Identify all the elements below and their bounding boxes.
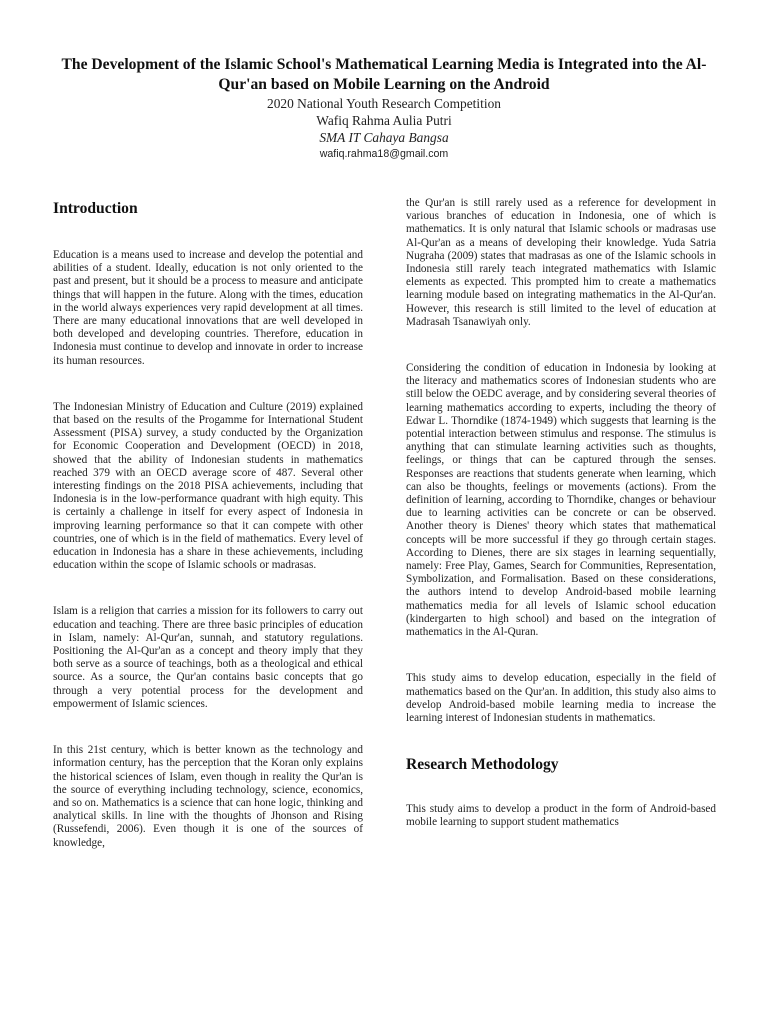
- paragraph: This study aims to develop a product in the form of Android-based mobile learning to support student mathematics: [406, 803, 716, 829]
- paragraph: Islam is a religion that carries a mission for its followers to carry out education and teaching. There are three basic principles of education in Islam, namely: Al-Qur'an, sunnah, and statutory regulations. Positioning the Al-Qur'an as a concept and theory imply that they both serve as a source of teachings, both as a theological and ethical source. As a source, the Qur'an contains basic concepts that go through a very potential process for the development and empowerment of Islamic sciences.: [53, 605, 363, 710]
- paper-title: The Development of the Islamic School's Mathematical Learning Media is Integrated into the Al-Qur'an based on Mobile Learning on the Android: [61, 56, 707, 93]
- paragraph: Considering the condition of education in Indonesia by looking at the literacy and mathematics scores of Indonesian students who are still below the OEDC average, and by considering several theories of learning mathematics according to experts, including the theory of Edwar L. Thorndike (1874-1949) which suggests that learning is the potential interaction between stimulus and response. The stimulus is anything that can stimulate learning activities such as thoughts, feelings, or things that can be captured through the senses. Responses are reactions that students generate when learning, which can also be thoughts, feelings or movements (actions). From the definition of learning, according to Thorndike, changes or behaviour due to learning activities can be concrete or can be observed. Another theory is Dienes' theory which states that mathematical concepts will be more successful if they go through certain stages. According to Dienes, there are six stages in learning sequentially, namely: Free Play, Games, Search for Communities, Representation, Symbolization, and Formalisation. Based on these considerations, the authors intend to develop Android-based mobile learning mathematics media for all levels of Islamic school education (kindergarten to high school) and based on the integration of mathematics in the Al-Quran.: [406, 362, 716, 639]
- paragraph: In this 21st century, which is better known as the technology and information century, has the perception that the Koran only explains the historical sciences of Islam, even though in reality the Qur'an is the source of everything including technology, science, economics, and so on. Mathematics is a science that can hone logic, thinking and analytical skills. In line with the thoughts of Jhonson and Rising (Russefendi, 2006). Even though it is one of the sources of knowledge,: [53, 744, 363, 849]
- paragraph: This study aims to develop education, especially in the field of mathematics based on the Qur'an. In addition, this study also aims to develop Android-based mobile learning media to increase the learning interest of Indonesian students in mathematics.: [406, 672, 716, 724]
- author-email: wafiq.rahma18@gmail.com: [319, 148, 449, 160]
- paragraph: the Qur'an is still rarely used as a reference for development in various branches of education in Indonesia, one of which is mathematics. It is only natural that Islamic schools or madrasas use Al-Qur'an as a means of developing their knowledge. Yuda Satria Nugraha (2009) states that madrasas as one of the Islamic schools in Indonesia still rarely teach integrated mathematics with Islamic elements as expected. This prompted him to create a mathematics learning module based on integrating mathematics in the Al-Qur'an. However, this research is still limited to the level of education at Madrasah Tsanawiyah only.: [406, 197, 716, 328]
- right-column: [406, 197, 716, 830]
- author-name: Wafiq Rahma Aulia Putri: [316, 113, 452, 128]
- paper-header: [40, 55, 728, 163]
- competition-name: 2020 National Youth Research Competition: [267, 96, 501, 111]
- introduction-heading: Introduction: [53, 200, 138, 217]
- left-column: [53, 197, 363, 850]
- research-methodology-heading: Research Methodology: [406, 756, 559, 774]
- author-affiliation: SMA IT Cahaya Bangsa: [319, 130, 449, 145]
- paragraph: The Indonesian Ministry of Education and Culture (2019) explained that based on the results of the Progamme for International Student Assessment (PISA) survey, a study conducted by the Organization for Economic Cooperation and Development (OECD) in 2018, showed that the ability of Indonesian students in mathematics reached 379 with an OECD average score of 487. Several other interesting findings on the 2018 PISA achievements, including that Indonesia is in the low-performance quadrant with high equity. This is certainly a challenge in itself for every aspect of Indonesia in improving learning performance so that it can compete with other countries, one of which is in the field of mathematics. Every level of education in Indonesia has a share in these achievements, including education within the scope of Islamic schools or madrasas.: [53, 400, 363, 572]
- paragraph: Education is a means used to increase and develop the potential and abilities of a student. Ideally, education is not only oriented to the past and present, but it should be a process to measure and anticipate things that will happen in the future. Along with the times, education in the world always experiences very rapid development at all times. There are many educational innovations that are well developed in both developed and developing countries. Therefore, education in Indonesia must continue to develop and innovate in order to increase its human resources.: [53, 249, 363, 367]
